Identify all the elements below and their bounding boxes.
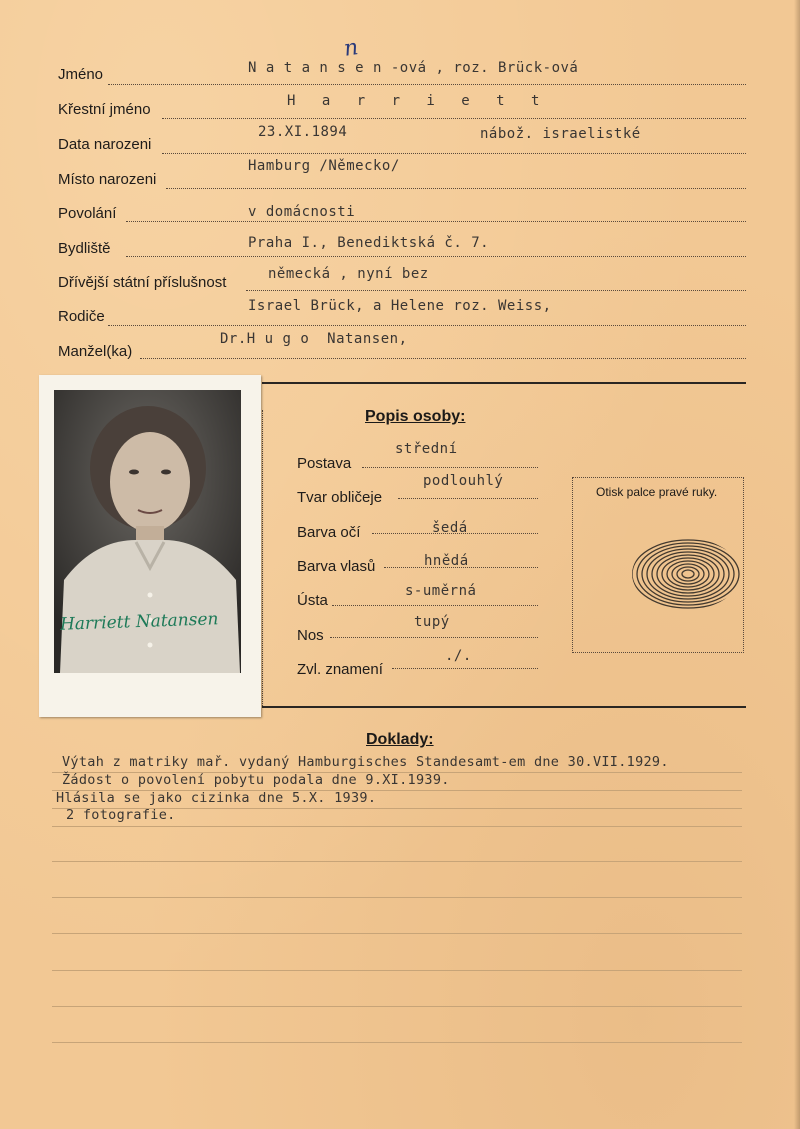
value-misto-narozeni: Hamburg /Německo/ bbox=[248, 158, 400, 174]
thumbprint-label: Otisk palce pravé ruky. bbox=[596, 485, 718, 499]
doklady-title: Doklady: bbox=[366, 731, 434, 748]
value-data-narozeni: 23.XI.1894 bbox=[258, 124, 348, 140]
dots-nos bbox=[330, 637, 538, 638]
value-barva-oci: šedá bbox=[432, 520, 468, 536]
doklady-line-4: 2 fotografie. bbox=[66, 807, 176, 823]
ruled-line-4 bbox=[52, 826, 742, 827]
label-tvar-obliceje: Tvar obličeje bbox=[297, 489, 383, 506]
section-rule-top bbox=[262, 382, 746, 384]
value-jmeno: N a t a n s e n -ová , roz. Brück-ová bbox=[248, 60, 579, 76]
value-krestni-jmeno: H a r r i e t t bbox=[287, 93, 549, 109]
label-bydliste: Bydliště bbox=[58, 240, 111, 257]
ruled-line-7 bbox=[52, 933, 742, 934]
photo-guide-line bbox=[262, 410, 263, 708]
value-barva-vlasu: hnědá bbox=[424, 553, 469, 569]
dots-bydliste bbox=[126, 256, 746, 257]
dots-jmeno bbox=[108, 84, 746, 85]
doklady-line-3: Hlásila se jako cizinka dne 5.X. 1939. bbox=[56, 790, 377, 806]
ruled-line-6 bbox=[52, 897, 742, 898]
label-usta: Ústa bbox=[297, 592, 328, 609]
dots-zvl-znameni bbox=[392, 668, 538, 669]
label-misto-narozeni: Místo narozeni bbox=[58, 171, 157, 188]
dots-rodice bbox=[108, 325, 746, 326]
value-postava: střední bbox=[395, 441, 458, 457]
dots-povolani bbox=[126, 221, 746, 222]
dots-statni-prislusnost bbox=[246, 290, 746, 291]
value-rodice: Israel Brück, a Helene roz. Weiss, bbox=[248, 298, 552, 314]
dots-usta bbox=[332, 605, 538, 606]
label-povolani: Povolání bbox=[58, 205, 117, 222]
portrait-photo-card bbox=[39, 375, 261, 717]
dots-misto-narozeni bbox=[166, 188, 746, 189]
value-statni-prislusnost: německá , nyní bez bbox=[268, 266, 429, 282]
label-barva-oci: Barva očí bbox=[297, 524, 361, 541]
doklady-line-2: Žádost o povolení pobytu podala dne 9.XI.1939. bbox=[62, 772, 450, 788]
dots-tvar-obliceje bbox=[398, 498, 538, 499]
section-rule-bottom bbox=[262, 706, 746, 708]
thumbprint-mark bbox=[628, 534, 746, 616]
handwritten-correction: n bbox=[342, 35, 360, 62]
value-nabozenstvi: nábož. israelistké bbox=[480, 126, 641, 142]
dots-krestni-jmeno bbox=[162, 118, 746, 119]
value-manzel: Dr.H u g o Natansen, bbox=[220, 331, 408, 347]
dots-postava bbox=[362, 467, 538, 468]
photo-signature: Harriett Natansen bbox=[59, 609, 219, 635]
value-povolani: v domácnosti bbox=[248, 204, 356, 220]
label-zvl-znameni: Zvl. znamení bbox=[297, 661, 383, 678]
label-krestni-jmeno: Křestní jméno bbox=[58, 101, 151, 118]
label-data-narozeni: Data narozeni bbox=[58, 136, 152, 153]
label-statni-prislusnost: Dřívější státní příslušnost bbox=[58, 274, 227, 291]
value-usta: s-uměrná bbox=[405, 583, 477, 599]
label-postava: Postava bbox=[297, 455, 352, 472]
value-zvl-znameni: ./. bbox=[445, 648, 472, 664]
ruled-line-10 bbox=[52, 1042, 742, 1043]
doklady-line-1: Výtah z matriky mař. vydaný Hamburgisches Standesamt-em dne 30.VII.1929. bbox=[62, 754, 669, 770]
dots-manzel bbox=[140, 358, 746, 359]
ruled-line-8 bbox=[52, 970, 742, 971]
label-barva-vlasu: Barva vlasů bbox=[297, 558, 376, 575]
label-rodice: Rodiče bbox=[58, 308, 105, 325]
popis-title: Popis osoby: bbox=[365, 408, 466, 425]
value-tvar-obliceje: podlouhlý bbox=[423, 473, 504, 489]
page-edge-shadow bbox=[794, 0, 800, 1129]
ruled-line-9 bbox=[52, 1006, 742, 1007]
label-jmeno: Jméno bbox=[58, 66, 104, 83]
ruled-line-5 bbox=[52, 861, 742, 862]
label-nos: Nos bbox=[297, 627, 324, 644]
dots-data-narozeni bbox=[162, 153, 746, 154]
value-bydliste: Praha I., Benediktská č. 7. bbox=[248, 235, 490, 251]
value-nos: tupý bbox=[414, 614, 450, 630]
label-manzel: Manžel(ka) bbox=[58, 343, 133, 360]
